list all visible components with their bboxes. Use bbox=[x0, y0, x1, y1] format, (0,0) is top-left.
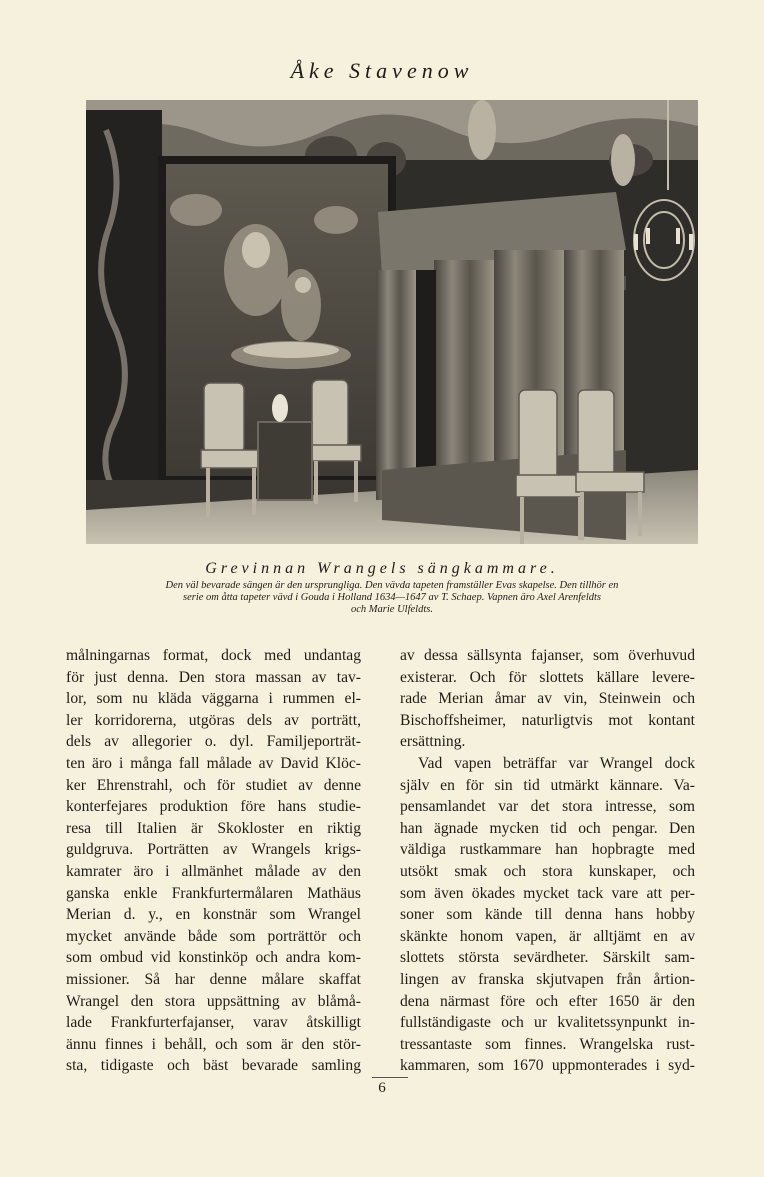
caption-line: och Marie Ulfeldts. bbox=[351, 604, 433, 615]
text-line: pensamlandet var det stora intresse, som bbox=[400, 798, 695, 816]
text-line: guldgruva. Porträtten av Wrangels krigs- bbox=[66, 841, 361, 859]
text-line: väldiga rustkammare han hopbragte med bbox=[400, 841, 695, 859]
text-line: skänkte honom vapen, är alltjämt en av bbox=[400, 927, 695, 945]
text-line: ganska enkle Frankfurtermålaren Mathäus bbox=[66, 884, 361, 902]
caption-line: Den väl bevarade sängen är den ursprungliga. Den vävda tapeten framställer Evas skapelse. Den tillhör en bbox=[165, 580, 619, 591]
text-line: kamrater äro i allmänhet målade av den bbox=[66, 862, 361, 880]
text-line: dels av allegorier o. dyl. Familjeporträt- bbox=[66, 733, 361, 751]
text-line: för just denna. Den stora massan av tav- bbox=[66, 668, 361, 686]
text-line: ännu finnes i behåll, och som är den stör- bbox=[66, 1035, 361, 1053]
text-line: Vad vapen beträffar var Wrangel dock bbox=[418, 754, 695, 772]
text-line: som även ökades mycket tack vare att per- bbox=[400, 884, 695, 902]
text-line: tressantaste som finnes. Wrangelska rust- bbox=[400, 1035, 695, 1053]
text-line: konterfejares produktion före hans studie- bbox=[66, 798, 361, 816]
text-line: Wrangel den stora uppsättning av blåmå- bbox=[66, 992, 361, 1010]
text-line: lade Frankfurterfajanser, varav åtskilligt bbox=[66, 1014, 361, 1032]
text-line: utsökt smak och stora kunskaper, och bbox=[400, 862, 695, 880]
text-line: ersättning. bbox=[400, 733, 466, 751]
bedchamber-illustration bbox=[86, 100, 698, 544]
text-line: lor, som nu kläda väggarna i rummen el- bbox=[66, 690, 361, 708]
text-line: soner som kände till denna hans hobby bbox=[400, 906, 695, 924]
text-line: ten äro i många fall målade av David Klöc- bbox=[66, 754, 361, 772]
running-head: Åke Stavenow bbox=[290, 58, 474, 83]
text-line: Bischoffsheimer, naturligtvis mot kontant bbox=[400, 711, 695, 729]
text-line: mycket använde både som porträttör och bbox=[66, 927, 361, 945]
figure-caption bbox=[86, 580, 698, 616]
text-line: fullständigaste och ur kvalitetssynpunkt in- bbox=[400, 1014, 695, 1032]
text-line: ler korridorerna, utgöras dels av porträtt, bbox=[66, 711, 361, 729]
text-line: rade Merian åmar av vin, Steinwein och bbox=[400, 690, 695, 708]
text-line: missioner. Så har denne målare skaffat bbox=[66, 970, 361, 988]
right-column bbox=[400, 645, 695, 1077]
text-line: slottets största sevärdheter. Särskilt sam- bbox=[400, 949, 695, 967]
text-line: ker Ehrenstrahl, och för studiet av denne bbox=[66, 776, 361, 794]
text-line: kammaren, som 1670 uppmonterades i syd- bbox=[400, 1057, 695, 1075]
text-line: av dessa sällsynta fajanser, som överhuvud bbox=[400, 647, 695, 664]
bedchamber-photo bbox=[86, 100, 698, 544]
text-line: Merian d. y., en konstnär som Wrangel bbox=[66, 906, 361, 924]
page-number: 6 bbox=[378, 1080, 386, 1096]
text-line: resa till Italien är Skokloster en riktig bbox=[66, 819, 361, 837]
text-line: sta, tidigaste och bäst bevarade samling bbox=[66, 1057, 361, 1075]
figure-caption-title: Grevinnan Wrangels sängkammare. bbox=[205, 560, 559, 577]
left-column bbox=[66, 645, 361, 1077]
text-line: existerar. Och för slottets källare levere- bbox=[400, 668, 695, 686]
caption-line: serie om åtta tapeter vävd i Gouda i Holland 1634—1647 av T. Schaep. Vapnen äro Axel Arenfeldts bbox=[182, 592, 601, 603]
text-line: han ägnade mycken tid och pengar. Den bbox=[400, 819, 695, 837]
text-line: lingen av franska skjutvapen från årtion- bbox=[400, 970, 695, 988]
footer-rule bbox=[372, 1077, 408, 1078]
text-line: målningarnas format, dock med undantag bbox=[66, 647, 361, 664]
text-line: dena närmast före och efter 1650 är den bbox=[400, 992, 695, 1010]
text-line: som ombud vid konstinköp och andra kom- bbox=[66, 949, 361, 967]
text-line: själv en för sin tid utmärkt kännare. Va- bbox=[400, 776, 695, 794]
